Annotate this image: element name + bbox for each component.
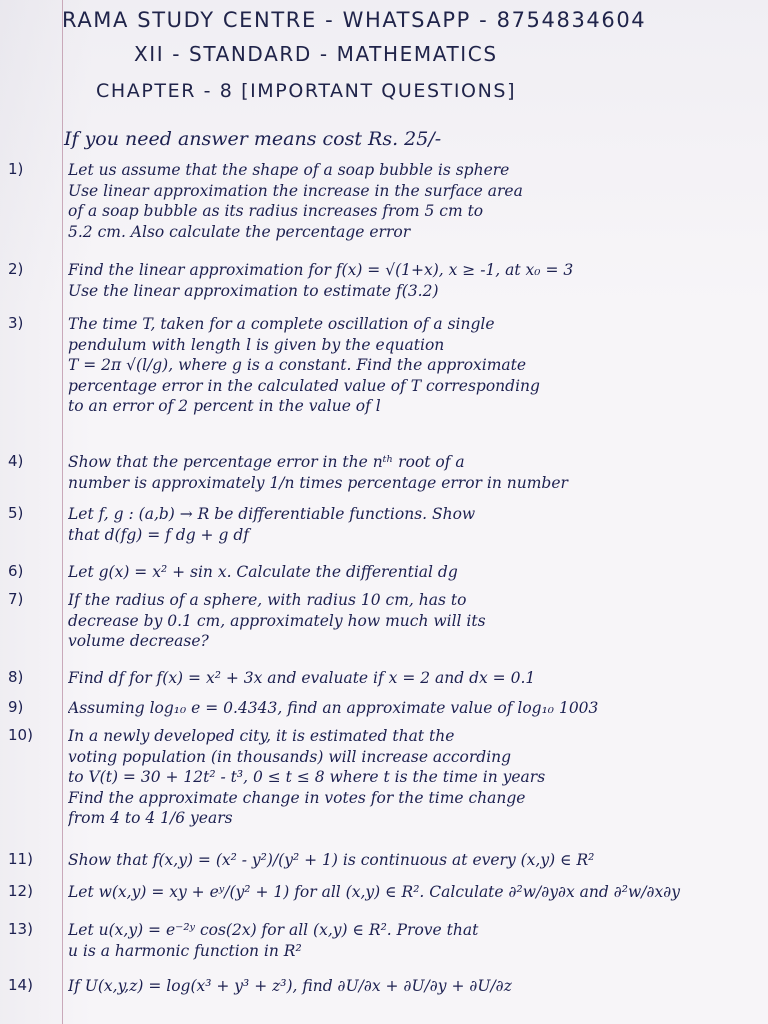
question-text: Use the linear approximation to estimate f(3.2) (68, 281, 439, 300)
question-text: If the radius of a sphere, with radius 10 cm, has to (68, 591, 467, 609)
question-number: 3) (8, 314, 24, 332)
question-text: If U(x,y,z) = log(x³ + y³ + z³), find ∂U/∂x + ∂U/∂y + ∂U/∂z (68, 977, 512, 995)
question-number: 11) (8, 850, 33, 868)
question-text: Show that the percentage error in the nᵗʰ root of a (68, 453, 465, 471)
question-text: voting population (in thousands) will increase according (68, 747, 512, 766)
question-number: 2) (8, 260, 24, 278)
question-number: 8) (8, 668, 24, 686)
header-subtitle: XII - STANDARD - MATHEMATICS (134, 42, 498, 66)
question-text: The time T, taken for a complete oscillation of a single (68, 315, 495, 333)
question-text: Let w(x,y) = xy + eʸ/(y² + 1) for all (x,y) ∈ R². Calculate ∂²w/∂y∂x and ∂²w/∂x∂y (68, 883, 681, 901)
question-text: of a soap bubble as its radius increases from 5 cm to (68, 202, 484, 220)
question-number: 1) (8, 160, 24, 178)
question-text: Find the linear approximation for f(x) = √(1+x), x ≥ -1, at x₀ = 3 (68, 261, 574, 279)
question-number: 4) (8, 452, 24, 470)
question-text: Find the approximate change in votes for the time change (68, 788, 526, 807)
question-text: Show that f(x,y) = (x² - y²)/(y² + 1) is continuous at every (x,y) ∈ R² (68, 851, 595, 869)
question-text: volume decrease? (68, 632, 209, 650)
question-text: T = 2π √(l/g), where g is a constant. Find the approximate (68, 356, 527, 374)
question-text: to V(t) = 30 + 12t² - t³, 0 ≤ t ≤ 8 where t is the time in years (68, 768, 546, 786)
question-text: Let g(x) = x² + sin x. Calculate the differential dg (68, 563, 458, 581)
question-number: 12) (8, 882, 33, 900)
question-number: 5) (8, 504, 24, 522)
question-text: decrease by 0.1 cm, approximately how much will its (68, 611, 486, 630)
margin-line (62, 0, 63, 1024)
question-text: Assuming log₁₀ e = 0.4343, find an approximate value of log₁₀ 1003 (68, 699, 599, 717)
question-number: 14) (8, 976, 33, 994)
question-text: from 4 to 4 1/6 years (68, 809, 233, 827)
question-text: number is approximately 1/n times percentage error in number (68, 473, 568, 492)
question-text: u is a harmonic function in R² (68, 941, 302, 960)
question-text: 5.2 cm. Also calculate the percentage error (68, 222, 411, 241)
question-text: Use linear approximation the increase in the surface area (68, 181, 523, 200)
header-chapter: CHAPTER - 8 [IMPORTANT QUESTIONS] (96, 80, 517, 102)
question-text: to an error of 2 percent in the value of l (68, 397, 381, 415)
cost-note: If you need answer means cost Rs. 25/- (64, 128, 442, 150)
question-text: Let f, g : (a,b) → R be differentiable functions. Show (68, 505, 476, 523)
question-text: Let u(x,y) = e⁻²ʸ cos(2x) for all (x,y) ∈ R². Prove that (68, 921, 479, 939)
question-number: 6) (8, 562, 24, 580)
question-text: Find df for f(x) = x² + 3x and evaluate if x = 2 and dx = 0.1 (68, 669, 536, 687)
question-text: that d(fg) = f dg + g df (68, 525, 249, 544)
question-text: In a newly developed city, it is estimated that the (68, 727, 455, 745)
question-number: 10) (8, 726, 33, 744)
header-title: RAMA STUDY CENTRE - WHATSAPP - 8754834604 (62, 8, 647, 32)
question-number: 9) (8, 698, 24, 716)
question-text: pendulum with length l is given by the equation (68, 335, 445, 354)
question-number: 7) (8, 590, 24, 608)
question-number: 13) (8, 920, 33, 938)
question-text: percentage error in the calculated value of T corresponding (68, 376, 540, 395)
question-text: Let us assume that the shape of a soap bubble is sphere (68, 161, 510, 179)
